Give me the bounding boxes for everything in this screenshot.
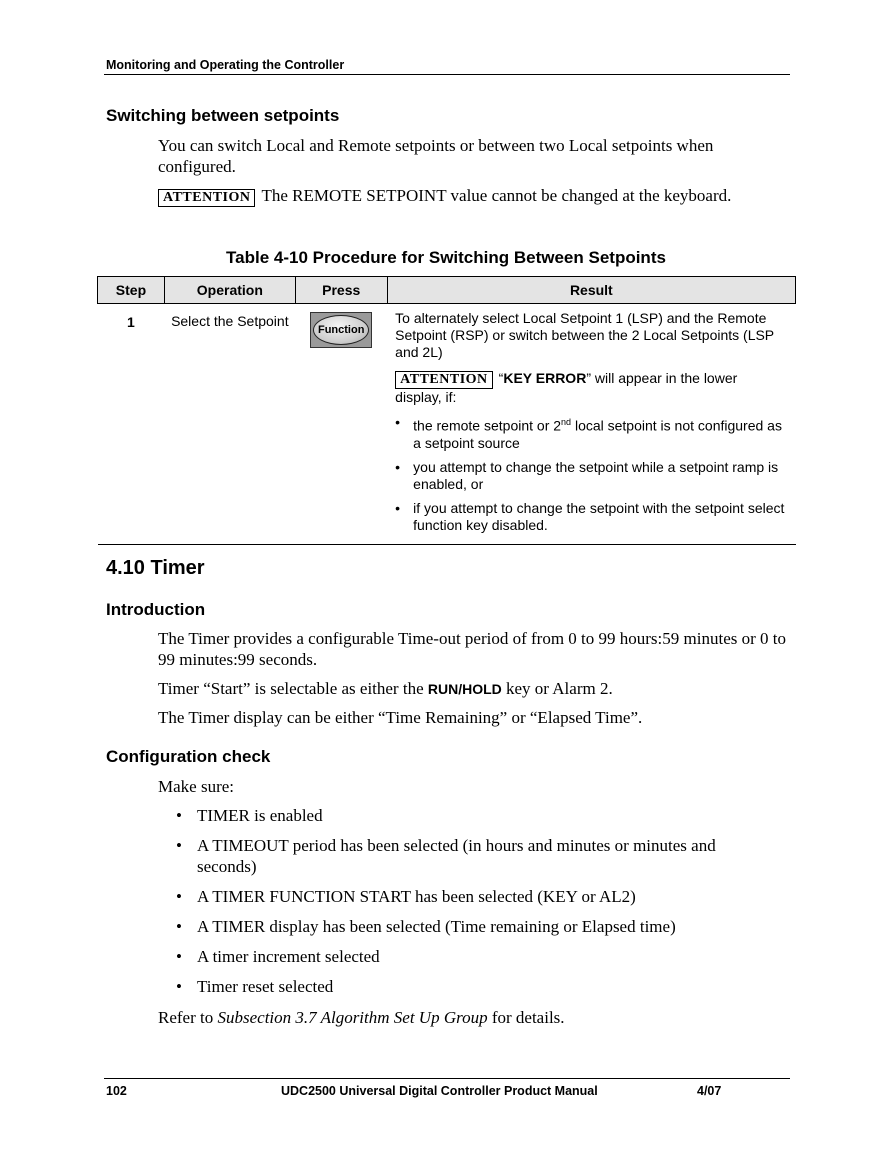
section-heading-timer: 4.10 Timer	[106, 557, 205, 579]
list-item: • you attempt to change the setpoint while a setpoint ramp is enabled, or	[395, 459, 787, 493]
table-header-row	[98, 277, 796, 304]
subsection-reference: Subsection 3.7 Algorithm Set Up Group	[217, 1008, 488, 1027]
function-key-label: Function	[313, 315, 369, 345]
page-number: 102	[106, 1084, 127, 1098]
section-heading-switching: Switching between setpoints	[106, 106, 340, 125]
subheading-introduction: Introduction	[106, 600, 206, 619]
result-text: To alternately select Local Setpoint 1 (LSP) and the Remote Setpoint (RSP) or switch between the 2 Local Setpoints (LSP and 2L)	[395, 310, 774, 360]
list-item: • A TIMER FUNCTION START has been selected (KEY or AL2)	[176, 886, 776, 907]
operation-cell: Select the Setpoint	[164, 304, 295, 545]
config-intro: Make sure:	[158, 777, 235, 796]
result-bullet-list	[395, 414, 787, 534]
attention-label: ATTENTION	[395, 371, 492, 389]
function-key-icon	[310, 312, 372, 348]
refer-paragraph: Refer to Subsection 3.7 Algorithm Set Up Group for details.	[158, 1008, 565, 1027]
run-hold-key-text: RUN/HOLD	[427, 681, 502, 697]
switching-paragraph: You can switch Local and Remote setpoints or between two Local setpoints when configured.	[158, 136, 714, 176]
procedure-table	[97, 276, 796, 545]
list-item: • TIMER is enabled	[176, 805, 776, 826]
key-error-text: KEY ERROR	[503, 370, 587, 386]
list-item: • if you attempt to change the setpoint with the setpoint select function key disabled.	[395, 500, 787, 534]
column-header-step: Step	[98, 277, 165, 304]
list-item: • the remote setpoint or 2nd local setpoint is not configured as a setpoint source	[395, 414, 787, 452]
column-header-press: Press	[295, 277, 387, 304]
list-item: • A timer increment selected	[176, 946, 776, 967]
footer-rule	[104, 1078, 790, 1079]
result-cell	[387, 304, 795, 545]
list-item: • A TIMER display has been selected (Time remaining or Elapsed time)	[176, 916, 776, 937]
running-header: Monitoring and Operating the Controller	[106, 58, 345, 72]
subheading-configuration-check: Configuration check	[106, 747, 271, 766]
timer-intro-paragraph: The Timer provides a configurable Time-out period of from 0 to 99 hours:59 minutes or 0 to 99 minutes:99 seconds.	[158, 629, 786, 669]
list-item: • A TIMEOUT period has been selected (in hours and minutes or minutes and seconds)	[176, 835, 776, 877]
table-caption: Table 4-10 Procedure for Switching Between Setpoints	[226, 248, 666, 267]
attention-label: ATTENTION	[158, 189, 255, 207]
header-rule	[104, 74, 790, 75]
timer-display-paragraph: The Timer display can be either “Time Remaining” or “Elapsed Time”.	[158, 708, 643, 727]
table-row	[98, 304, 796, 545]
step-cell: 1	[98, 304, 165, 545]
config-check-list	[176, 805, 776, 1006]
press-cell	[295, 304, 387, 545]
column-header-result: Result	[387, 277, 795, 304]
list-item: • Timer reset selected	[176, 976, 776, 997]
timer-start-paragraph: Timer “Start” is selectable as either the RUN/HOLD key or Alarm 2.	[158, 679, 613, 698]
footer-title: UDC2500 Universal Digital Controller Product Manual	[281, 1084, 598, 1098]
footer-date: 4/07	[697, 1084, 722, 1098]
attention-text: The REMOTE SETPOINT value cannot be changed at the keyboard.	[261, 186, 732, 205]
column-header-operation: Operation	[164, 277, 295, 304]
result-attention: ATTENTION “KEY ERROR” will appear in the lower display, if:	[395, 370, 738, 405]
attention-note	[158, 185, 788, 207]
